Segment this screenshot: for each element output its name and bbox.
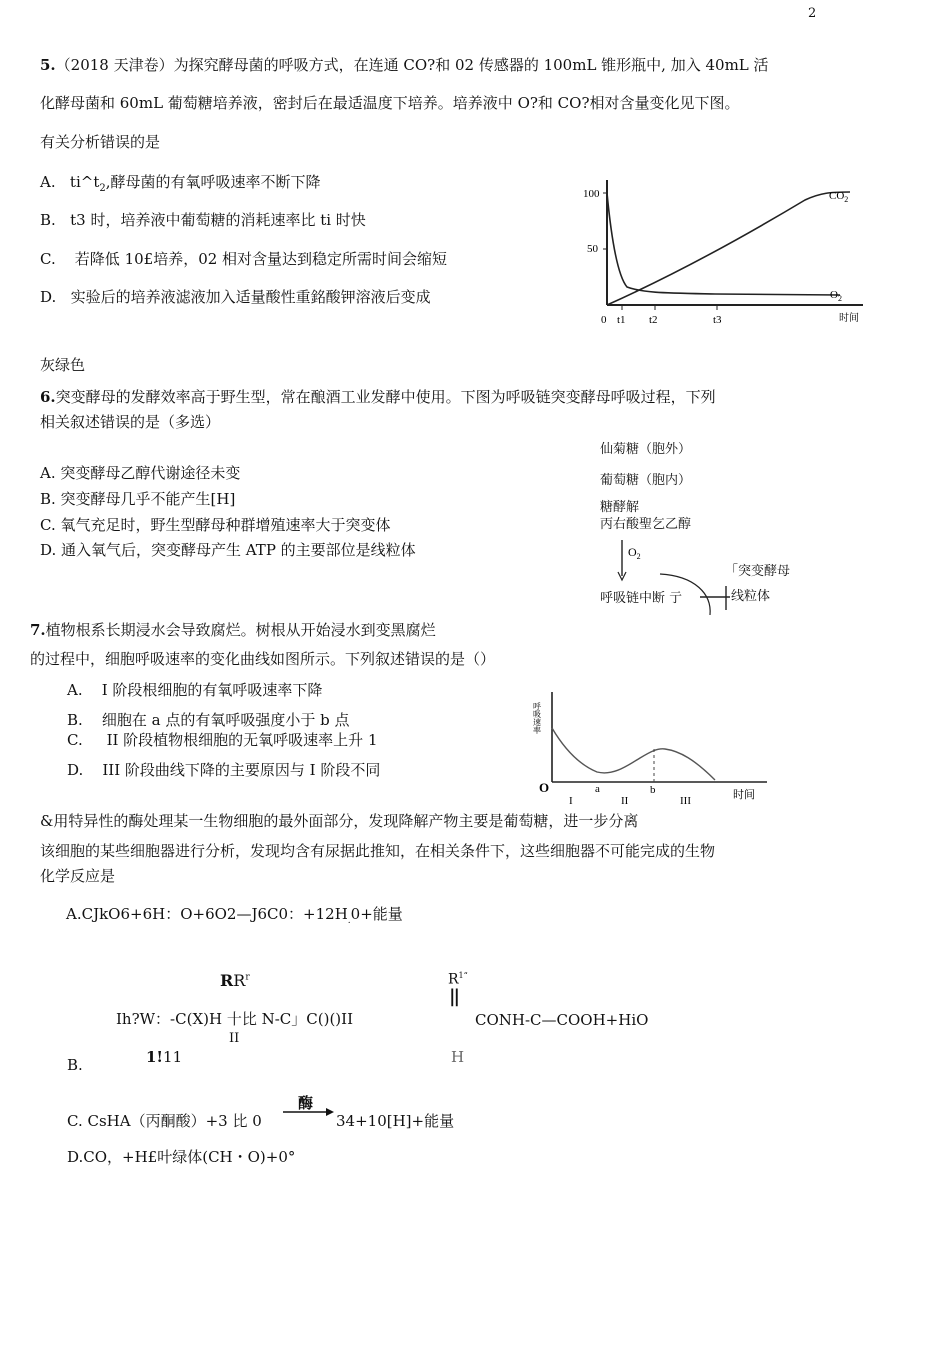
q8-b-r2-bond: || [449,986,459,1007]
q6-diagram-line1: 仙菊糖（胞外） [600,442,692,457]
q6-option-a: A. 突变酵母乙醇代谢途径未变 [40,464,241,482]
q8-stem-line1 [40,810,638,831]
q5-option-d-text: 实验后的培养液滤液加入适量酸性重銘酸钾溶液后变成 [70,288,431,306]
q5-option-c-label: C. [40,250,56,268]
q7-option-d-label: D. [67,761,84,779]
q5-x-label: 时间 [839,313,859,324]
q7-respiration-chart [532,690,780,808]
q6-mutant-label: 「突变酵母 [725,564,791,579]
q5-number: 5. [40,56,56,74]
q7-stage-3: III [680,795,691,807]
q5-x-tick-0: 0 [601,314,607,326]
q8-b-right: CONH-C—COOH+HiO [475,1011,649,1029]
q8-option-c-post: 34+10[H]+能量 [336,1112,455,1130]
q5-option-a [40,171,321,194]
q6-stem-text1: 突变酵母的发酵效率高于野生型，常在酿酒工业发酵中使用。下图为呼吸链突变酵母呼吸过程，下列 [55,388,716,406]
q5-y-tick-100: 100 [583,188,600,200]
q8-b-r1-bold: R [220,971,234,990]
q5-stem-text1: （2018 天津卷）为探究酵母菌的呼吸方式，在连通 CO?和 02 传感器的 100mL 锥形瓶中, 加入 40mL 活 [55,56,769,74]
q7-option-b-label: B. [67,711,83,729]
q8-b-bottom-bold: 1! [146,1048,164,1066]
q7-x-label: 时间 [733,789,755,801]
q5-tail: 灰绿色 [40,356,86,374]
q7-option-b-text: 细胞在 a 点的有氧呼吸强度小于 b 点 [101,711,350,729]
q7-stage-1: I [569,795,573,807]
q7-option-d [67,759,380,780]
q7-option-a-text: I 阶段根细胞的有氧呼吸速率下降 [101,681,323,699]
q7-point-a: a [595,783,600,795]
q7-stem-line2: 的过程中，细胞呼吸速率的变化曲线如图所示。下列叙述错误的是（） [30,650,496,668]
q8-number: & [40,812,54,830]
q5-gas-chart [575,175,875,335]
q8-option-c-arrow [282,1107,336,1117]
q6-diagram-line2: 葡萄糖（胞内） [600,473,692,488]
q5-stem-line1 [40,54,769,75]
q8-b-label: B. [67,1056,83,1074]
q8-option-a: A.CJkO6+6H：O+6O2—J6C0：$+12H_.0+$能量 [66,905,403,926]
q5-option-b [40,209,366,230]
q8-b-r2-text: R [448,971,459,988]
q8-option-c-pre: C. CsHA（丙酮酸）+3 比 0 [67,1112,262,1130]
q7-option-c-label: C. [67,731,83,749]
q8-stem-line2: 该细胞的某些细胞器进行分析，发现均含有尿据此推知，在相关条件下，这些细胞器不可能完成的生物 [40,842,716,860]
q6-chain-text: 呼吸链中断 [600,591,666,606]
q7-option-b [67,709,350,730]
q7-option-d-text: III 阶段曲线下降的主要原因与 I 阶段不同 [102,761,381,779]
q6-mito-label: 线粒体 [731,589,771,604]
q8-stem-line3: 化学反应是 [40,867,116,885]
q5-option-d-label: D. [40,288,57,306]
q6-option-b: B. 突变酵母几乎不能产生[H] [40,490,236,508]
page-number: 2 [808,6,817,21]
q6-option-c: C. 氧气充足时，野生型酵母种群增殖速率大于突变体 [40,516,391,534]
q6-option-d: D. 通入氧气后，突变酵母产生 ATP 的主要部位是线粒体 [40,541,416,559]
q5-option-b-label: B. [40,211,56,229]
q8-b-r1-sup: r [245,972,250,983]
q8-b-r1-plain: R [233,971,246,990]
q8-b-bottom-plain: 11 [163,1048,183,1066]
q7-origin: O [539,780,550,795]
q5-option-c [40,248,447,269]
q7-option-a-label: A. [67,681,83,699]
q5-option-a-sub: 2 [99,183,106,194]
q5-x-tick-t1: t1 [617,314,626,326]
q8-option-d: D.CO，+H£叶绿体(CH・O)+0° [67,1148,296,1166]
q5-option-b-text: t3 时，培养液中葡萄糖的消耗速率比 ti 时快 [70,211,366,229]
q5-co2-curve [607,192,850,305]
q7-stage-2: II [621,795,629,807]
q5-option-c-text: 若降低 10£培养，02 相对含量达到稳定所需时间会缩短 [74,250,448,268]
q6-number: 6. [40,388,56,406]
q7-option-c-text: II 阶段植物根细胞的无氧呼吸速率上升 1 [106,731,378,749]
q6-chain-mark: 亍 [669,591,683,606]
q8-stem-text1: 用特异性的酶处理某一生物细胞的最外面部分，发现降解产物主要是葡萄糖，进一步分离 [53,812,639,830]
q8-option-a-tail: 0+能量 [350,905,403,923]
q5-co2-label: $CO_2$ [829,190,849,204]
q5-x-tick-t2: t2 [649,314,658,326]
q8-b-h: H [451,1048,465,1066]
q5-option-a-label: A. [40,173,56,191]
q8-b-r1 [220,971,250,990]
q7-stem-text1: 植物根系长期浸水会导致腐烂。树根从开始浸水到变黑腐烂 [45,621,436,639]
q7-number: 7. [30,621,46,639]
q7-option-a [67,679,322,700]
q8-b-bottom [146,1048,182,1066]
q7-option-c [67,729,378,750]
q5-y-tick-50: 50 [587,243,598,255]
q5-x-tick-t3: t3 [713,314,722,326]
q6-chain-label [600,587,682,606]
q7-rate-curve [552,728,715,780]
q7-point-b: b [650,784,656,796]
q7-stem-line1 [30,619,436,640]
q5-option-a-text2: ,酵母菌的有氧呼吸速率不断下降 [105,173,321,191]
q5-option-a-text: ti^t [69,173,100,191]
q8-option-c-enzyme: 酶 [298,1094,314,1112]
q5-option-d [40,286,431,307]
q8-b-main: Ih?W：-C(X)H 十比 N-C」C()()II [116,1010,353,1028]
q6-diagram-line3: 糖酵解 [600,500,640,515]
q8-b-ii: II [229,1031,240,1046]
q6-diagram-line4: 丙右酸聖乞乙醇 [600,517,692,532]
q5-o2-curve [607,193,840,295]
q6-stem-line1 [40,386,716,407]
q5-stem-line2: 化酵母菌和 60mL 葡萄糖培养液，密封后在最适温度下培养。培养液中 O?和 CO?相对含量变化见下图。 [40,94,740,112]
q6-o2-label: $O_2$ [628,545,641,561]
q5-stem-line3: 有关分析错误的是 [40,133,161,151]
q8-option-a-text: A.CJkO6+6H：O+6O2—J6C0：+12H [66,905,348,923]
q7-y-label: 呼吸速率 [532,702,542,734]
q5-o2-label: $O_2$ [830,289,842,303]
q8-b-r2-sup: 1“ [458,971,468,980]
q6-stem-line2: 相关叙述错误的是（多选） [40,413,221,431]
